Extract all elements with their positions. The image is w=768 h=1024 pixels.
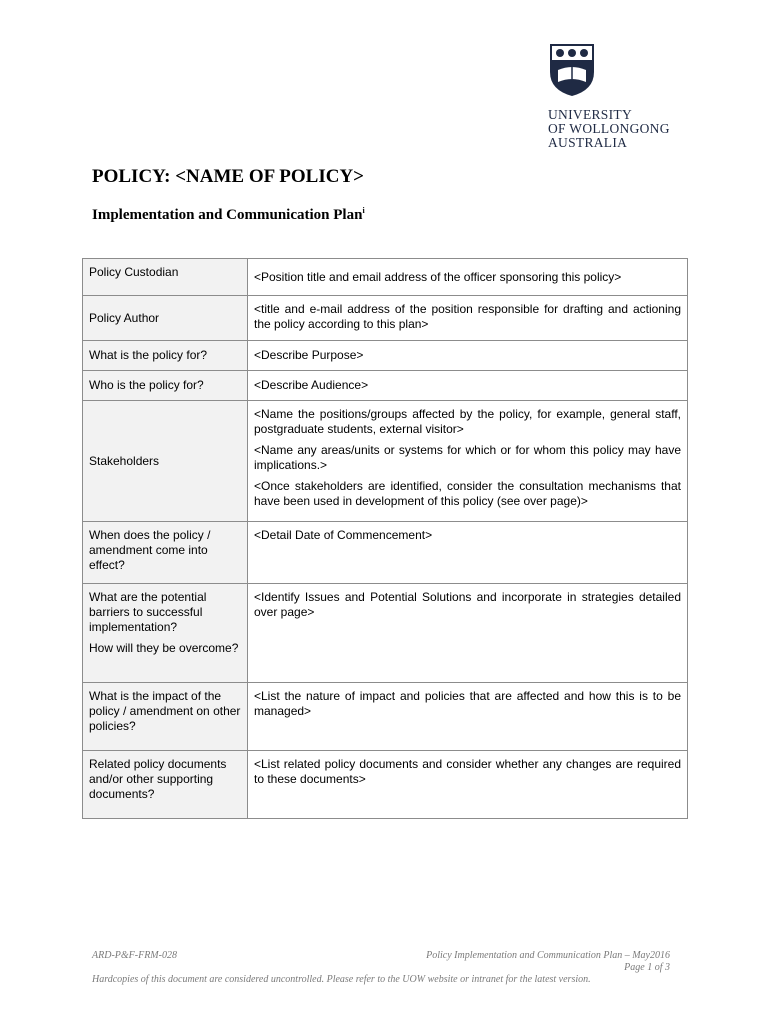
row-label: What is the policy for?: [83, 341, 248, 371]
row-label: Policy Custodian: [83, 259, 248, 296]
row-value: <Position title and email address of the officer sponsoring this policy>: [248, 259, 688, 296]
table-row: [83, 522, 688, 584]
footer-disclaimer: Hardcopies of this document are considered uncontrolled. Please refer to the UOW website or intranet for the latest version.: [92, 974, 591, 985]
page-footer: [92, 950, 670, 986]
row-label: Who is the policy for?: [83, 371, 248, 401]
subtitle-text: Implementation and Communication Plan: [92, 207, 363, 223]
university-logo: [548, 42, 688, 150]
row-label: Policy Author: [83, 296, 248, 341]
university-name-line3: AUSTRALIA: [548, 135, 628, 150]
row-label-paragraph: What are the potential barriers to successful implementation?: [89, 590, 207, 634]
row-value-paragraph: <Name any areas/units or systems for which or for whom this policy may have implications.>: [254, 443, 681, 472]
row-value-paragraph: <Name the positions/groups affected by the policy, for example, general staff, postgraduate students, external visitor>: [254, 407, 681, 436]
table-row: [83, 401, 688, 522]
row-label-paragraph: How will they be overcome?: [89, 641, 239, 655]
row-label: What is the impact of the policy / amendment on other policies?: [83, 683, 248, 751]
row-value-paragraph: <Once stakeholders are identified, consider the consultation mechanisms that have been used in development of this policy (see over page)>: [254, 479, 681, 508]
row-value: <Describe Purpose>: [248, 341, 688, 371]
table-row: [83, 584, 688, 683]
document-code: ARD-P&F-FRM-028: [92, 950, 177, 961]
table-row: [83, 751, 688, 819]
university-name-line1: UNIVERSITY: [548, 107, 632, 122]
row-value: <List related policy documents and consider whether any changes are required to these documents>: [248, 751, 688, 819]
table-row: [83, 371, 688, 401]
table-row: [83, 259, 688, 296]
row-value: <title and e-mail address of the position responsible for drafting and actioning the policy according to this plan>: [248, 296, 688, 341]
endnote-marker: i: [362, 206, 365, 215]
row-label: [83, 584, 248, 683]
table-row: [83, 296, 688, 341]
university-name-line2: OF WOLLONGONG: [548, 121, 670, 136]
page-title: POLICY: <NAME OF POLICY>: [92, 166, 365, 187]
document-title: Policy Implementation and Communication Plan – May2016: [426, 950, 670, 961]
page-subtitle: [92, 206, 365, 224]
crest-icon: [548, 42, 596, 98]
row-label: Stakeholders: [83, 401, 248, 522]
row-label: Related policy documents and/or other supporting documents?: [83, 751, 248, 819]
table-row: [83, 341, 688, 371]
table-row: [83, 683, 688, 751]
row-value: <Describe Audience>: [248, 371, 688, 401]
row-value: <Detail Date of Commencement>: [248, 522, 688, 584]
page-number: Page 1 of 3: [624, 962, 670, 973]
row-value: <Identify Issues and Potential Solutions and incorporate in strategies detailed over page>: [248, 584, 688, 683]
row-value: [248, 401, 688, 522]
row-label: When does the policy / amendment come into effect?: [83, 522, 248, 584]
row-value: <List the nature of impact and policies that are affected and how this is to be managed>: [248, 683, 688, 751]
plan-table: [82, 258, 688, 819]
